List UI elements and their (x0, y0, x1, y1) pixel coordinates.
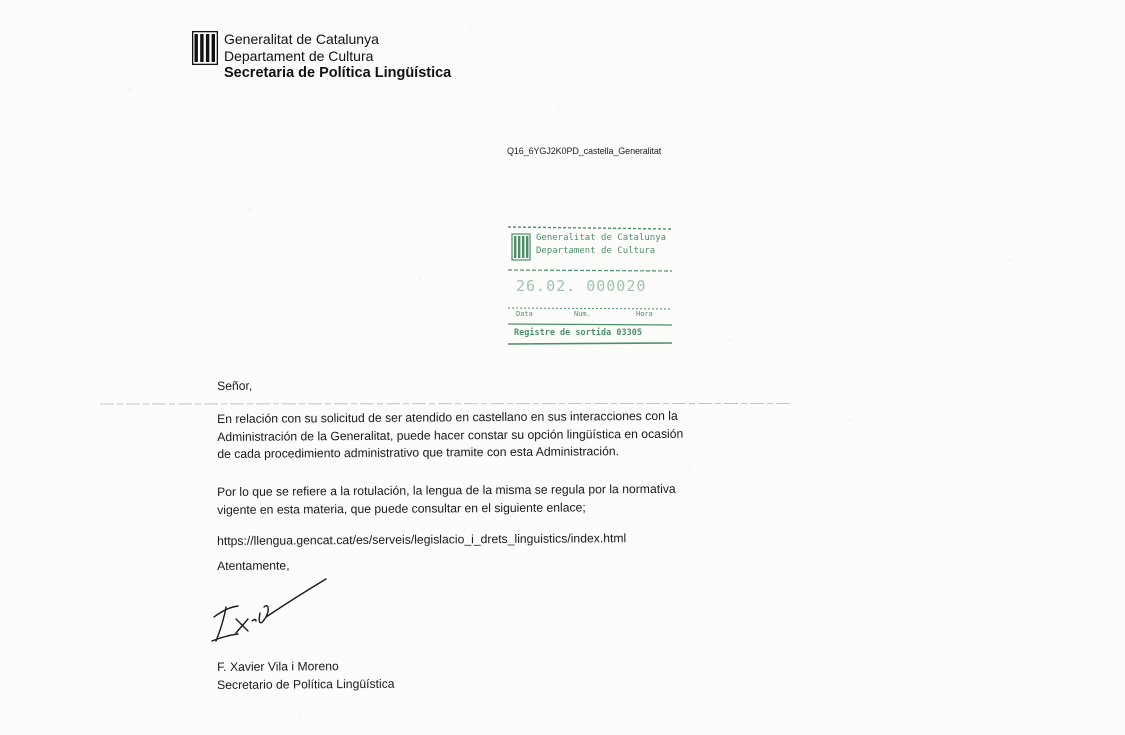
header-secretariat: Secretaria de Política Lingüística (224, 65, 452, 81)
generalitat-four-bars-icon (192, 31, 218, 65)
stamp-label-date: Data (516, 310, 533, 318)
stamp-number: 26.02. 000020 (516, 277, 647, 295)
fold-line (100, 403, 790, 405)
paragraph-2: Por lo que se refiere a la rotulación, la lengua de la misma se regula por la normativa vigente en esta materia, que puede consultar en el siguiente enlace; (217, 481, 676, 517)
salutation: Señor, (217, 378, 253, 393)
legislation-link: https://llengua.gencat.cat/es/serveis/legislacio_i_drets_linguistics/index.html (217, 531, 627, 548)
handwritten-signature (208, 577, 332, 655)
header-institution: Generalitat de Catalunya (224, 31, 379, 47)
stamp-label-num: Num. (574, 310, 591, 318)
signer-title: Secretario de Política Lingüística (217, 676, 395, 692)
header-block (224, 31, 451, 82)
stamp-line-2: Departament de Cultura (536, 246, 656, 256)
document-reference: Q16_6YGJ2K0PD_castella_Generalitat (507, 146, 662, 156)
stamp-registry: Registre de sortida 03305 (514, 328, 642, 338)
stamp-line-1: Generalitat de Catalunya (536, 233, 667, 243)
stamp-label-hora: Hora (636, 310, 653, 318)
paragraph-1: En relación con su solicitud de ser atendido en castellano en sus interacciones con la Administración de la Generalitat, puede hacer constar su opción lingüística en ocasión de cada procedimiento administrativo que tramite con esta Administración. (217, 408, 684, 461)
signer-name: F. Xavier Vila i Moreno (217, 659, 339, 674)
header-department: Departament de Cultura (224, 48, 374, 64)
stamp-logo-icon (512, 234, 530, 260)
closing: Atentamente, (217, 558, 290, 573)
registry-stamp (504, 224, 676, 348)
